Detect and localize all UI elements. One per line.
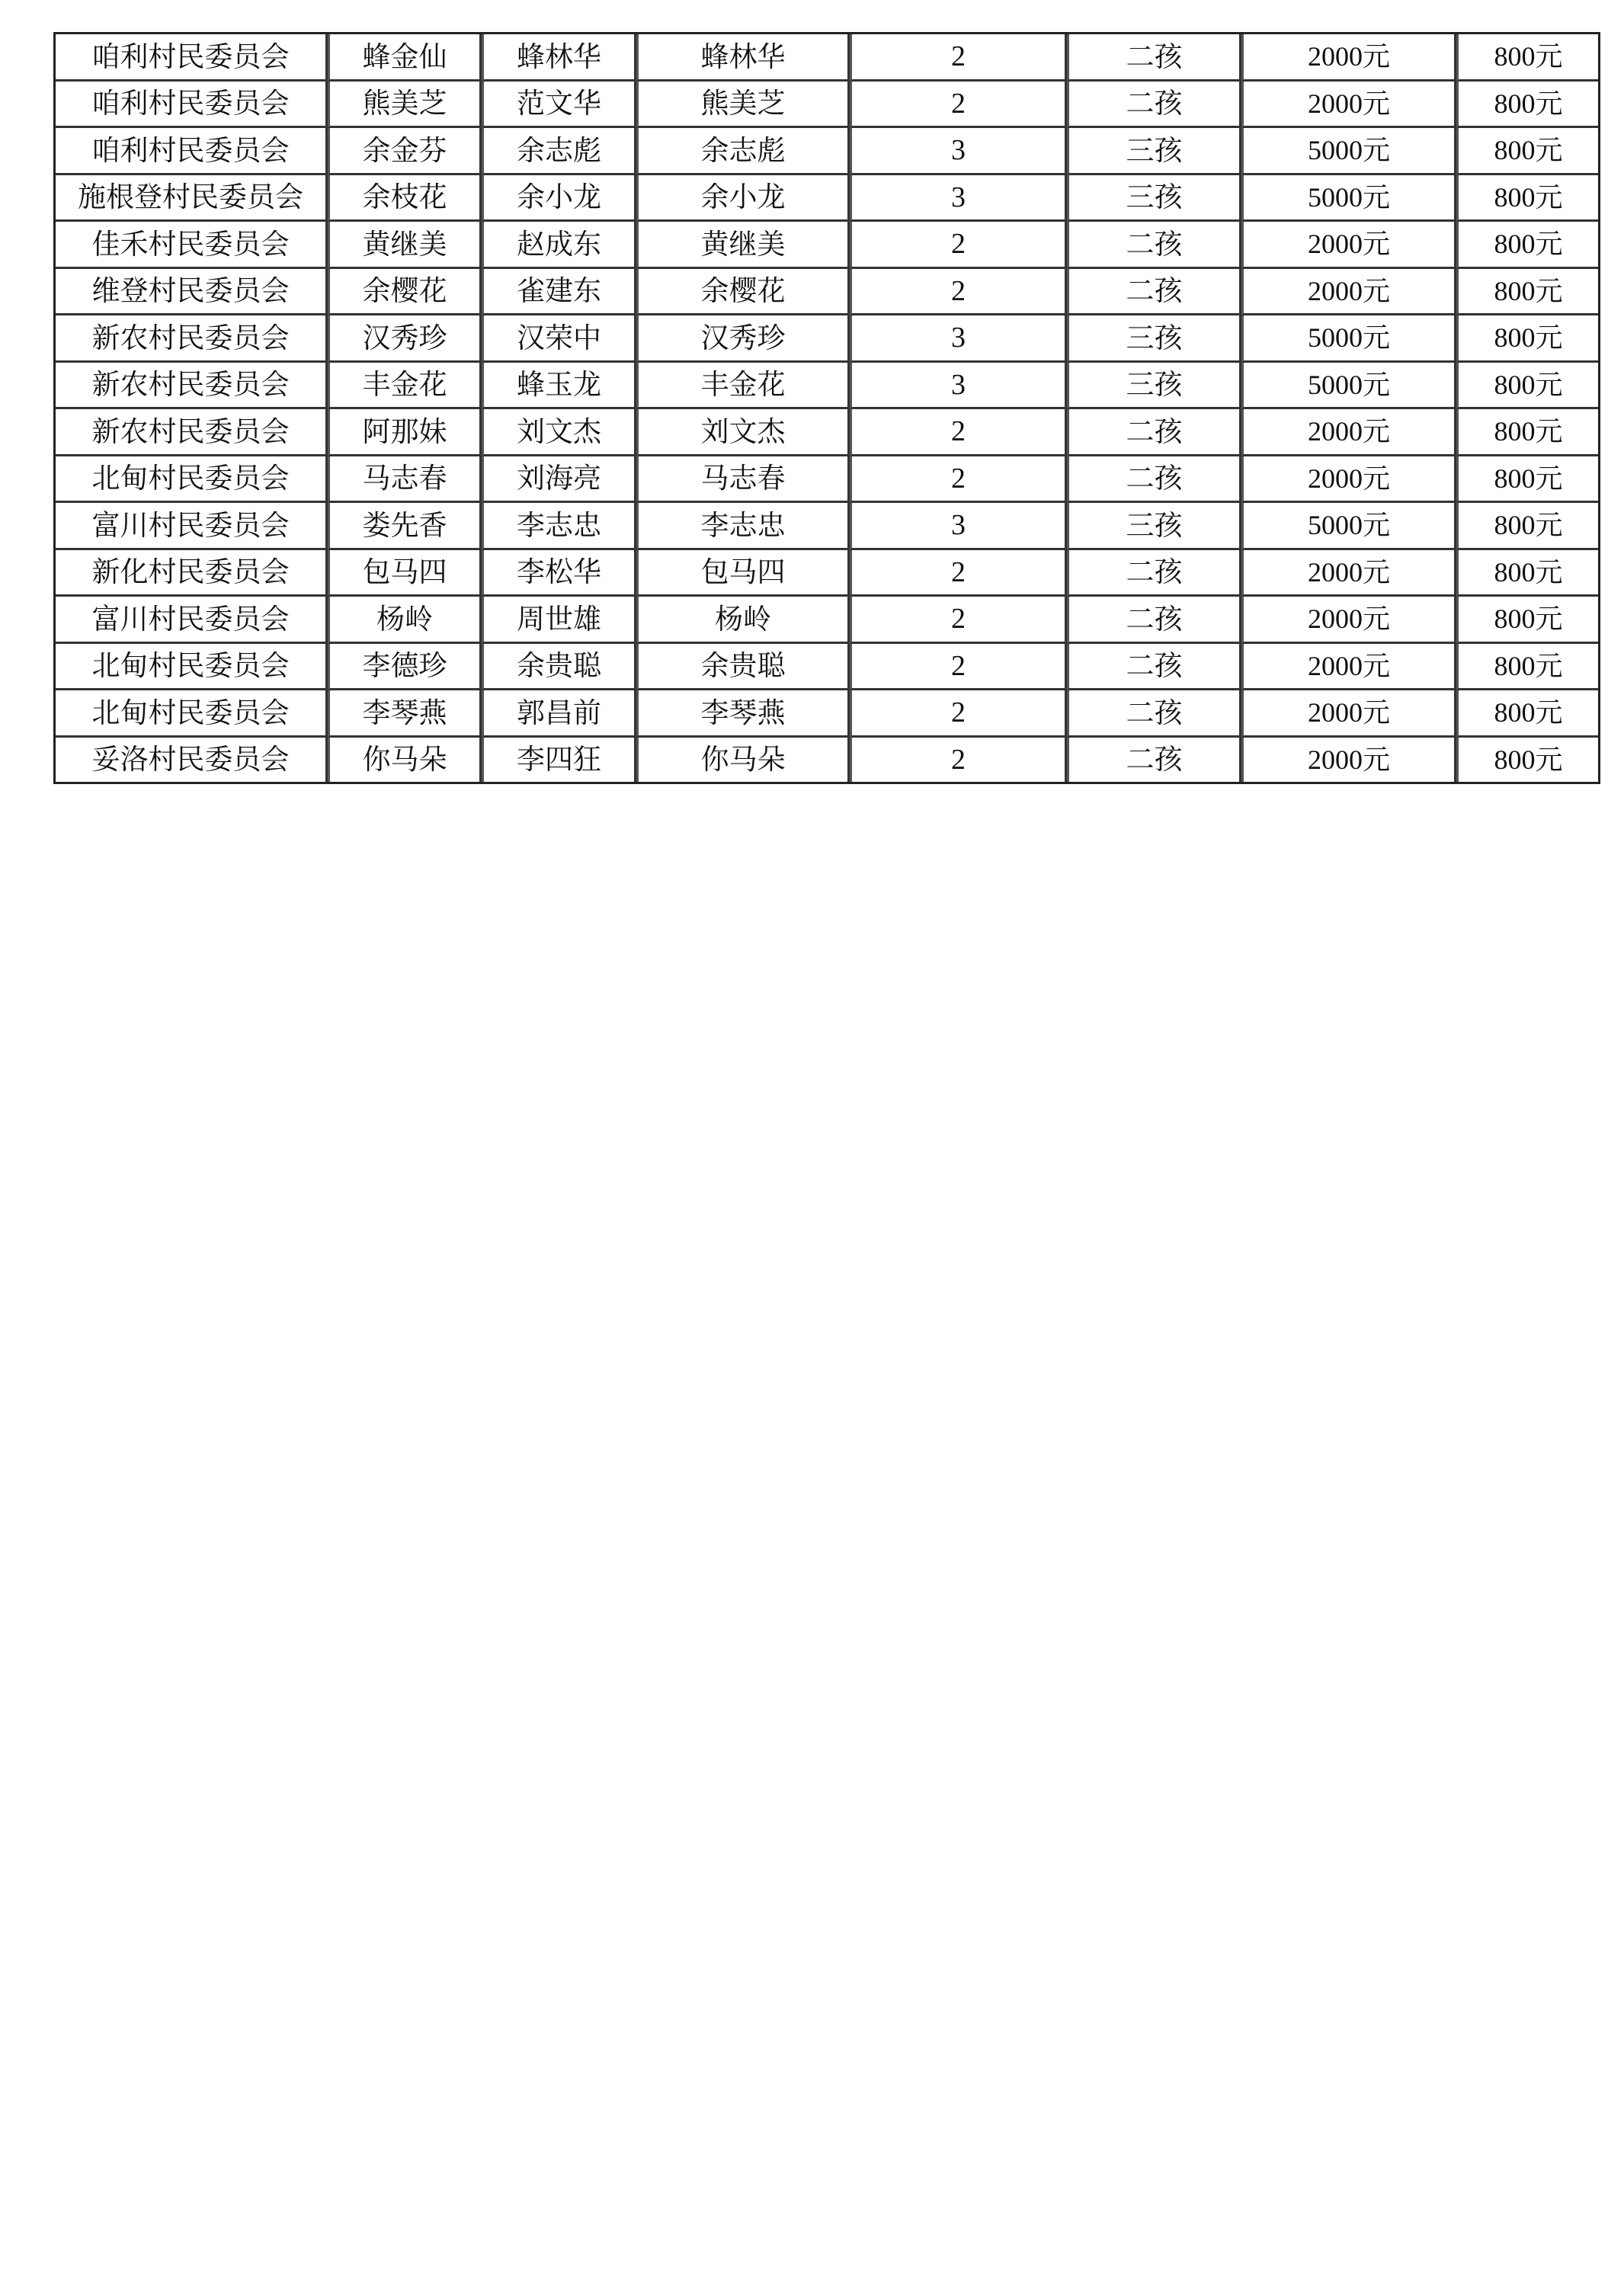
applicant-name-cell: 熊美芝 (636, 82, 850, 129)
village-cell: 新农村民委员会 (56, 363, 328, 410)
child-count-cell: 2 (850, 550, 1067, 597)
applicant-name-cell: 余志彪 (636, 128, 850, 175)
child-count-cell: 2 (850, 456, 1067, 504)
subsidy-amount-cell: 2000元 (1241, 82, 1456, 129)
subsidy-amount-cell: 2000元 (1241, 690, 1456, 738)
child-count-cell: 3 (850, 503, 1067, 550)
applicant-name-cell: 刘文杰 (636, 409, 850, 456)
subsidy-amount-cell: 2000元 (1241, 34, 1456, 82)
father-name-cell: 雀建东 (482, 269, 636, 316)
allowance-amount-cell: 800元 (1456, 456, 1598, 504)
subsidy-amount-cell: 5000元 (1241, 175, 1456, 223)
allowance-amount-cell: 800元 (1456, 175, 1598, 223)
child-order-cell: 三孩 (1067, 175, 1241, 223)
applicant-name-cell: 黄继美 (636, 222, 850, 269)
allowance-amount-cell: 800元 (1456, 690, 1598, 738)
allowance-amount-cell: 800元 (1456, 34, 1598, 82)
child-count-cell: 3 (850, 175, 1067, 223)
mother-name-cell: 你马朵 (328, 738, 482, 783)
child-order-cell: 二孩 (1067, 456, 1241, 504)
table-row (56, 128, 1598, 175)
child-count-cell: 2 (850, 597, 1067, 644)
table-row (56, 503, 1598, 550)
village-cell: 北甸村民委员会 (56, 690, 328, 738)
allowance-amount-cell: 800元 (1456, 363, 1598, 410)
child-order-cell: 二孩 (1067, 409, 1241, 456)
subsidy-amount-cell: 2000元 (1241, 644, 1456, 691)
allowance-amount-cell: 800元 (1456, 503, 1598, 550)
father-name-cell: 蜂林华 (482, 34, 636, 82)
village-cell: 新农村民委员会 (56, 409, 328, 456)
child-order-cell: 三孩 (1067, 128, 1241, 175)
mother-name-cell: 汉秀珍 (328, 315, 482, 363)
allowance-amount-cell: 800元 (1456, 82, 1598, 129)
child-order-cell: 二孩 (1067, 738, 1241, 783)
father-name-cell: 李松华 (482, 550, 636, 597)
child-count-cell: 2 (850, 690, 1067, 738)
table-row (56, 644, 1598, 691)
child-order-cell: 二孩 (1067, 222, 1241, 269)
mother-name-cell: 李琴燕 (328, 690, 482, 738)
applicant-name-cell: 李志忠 (636, 503, 850, 550)
mother-name-cell: 余金芬 (328, 128, 482, 175)
subsidy-amount-cell: 2000元 (1241, 597, 1456, 644)
mother-name-cell: 蜂金仙 (328, 34, 482, 82)
subsidy-amount-cell: 5000元 (1241, 503, 1456, 550)
table-row (56, 550, 1598, 597)
table-row (56, 269, 1598, 316)
allowance-amount-cell: 800元 (1456, 409, 1598, 456)
village-cell: 北甸村民委员会 (56, 456, 328, 504)
subsidy-amount-cell: 5000元 (1241, 315, 1456, 363)
table-row (56, 456, 1598, 504)
allowance-amount-cell: 800元 (1456, 315, 1598, 363)
child-count-cell: 2 (850, 738, 1067, 783)
table-row (56, 315, 1598, 363)
subsidy-amount-cell: 2000元 (1241, 456, 1456, 504)
data-table-frame (53, 32, 1600, 784)
child-order-cell: 三孩 (1067, 363, 1241, 410)
village-cell: 维登村民委员会 (56, 269, 328, 316)
village-cell: 咱利村民委员会 (56, 82, 328, 129)
mother-name-cell: 包马四 (328, 550, 482, 597)
table-row (56, 175, 1598, 223)
father-name-cell: 李志忠 (482, 503, 636, 550)
child-order-cell: 二孩 (1067, 550, 1241, 597)
subsidy-amount-cell: 2000元 (1241, 269, 1456, 316)
child-order-cell: 二孩 (1067, 644, 1241, 691)
subsidy-amount-cell: 2000元 (1241, 550, 1456, 597)
allowance-amount-cell: 800元 (1456, 222, 1598, 269)
child-count-cell: 2 (850, 34, 1067, 82)
table-row (56, 690, 1598, 738)
child-count-cell: 3 (850, 128, 1067, 175)
table-row (56, 222, 1598, 269)
mother-name-cell: 余枝花 (328, 175, 482, 223)
allowance-amount-cell: 800元 (1456, 128, 1598, 175)
village-cell: 咱利村民委员会 (56, 128, 328, 175)
applicant-name-cell: 余樱花 (636, 269, 850, 316)
village-cell: 富川村民委员会 (56, 597, 328, 644)
child-order-cell: 二孩 (1067, 597, 1241, 644)
child-order-cell: 二孩 (1067, 82, 1241, 129)
father-name-cell: 李四狂 (482, 738, 636, 783)
father-name-cell: 赵成东 (482, 222, 636, 269)
child-order-cell: 三孩 (1067, 503, 1241, 550)
mother-name-cell: 李德珍 (328, 644, 482, 691)
table-row (56, 82, 1598, 129)
subsidy-amount-cell: 2000元 (1241, 409, 1456, 456)
subsidy-amount-cell: 2000元 (1241, 222, 1456, 269)
table-row (56, 597, 1598, 644)
child-order-cell: 三孩 (1067, 315, 1241, 363)
allowance-amount-cell: 800元 (1456, 597, 1598, 644)
table-row (56, 738, 1598, 783)
mother-name-cell: 黄继美 (328, 222, 482, 269)
table-row (56, 363, 1598, 410)
applicant-name-cell: 马志春 (636, 456, 850, 504)
father-name-cell: 余志彪 (482, 128, 636, 175)
subsidy-amount-cell: 5000元 (1241, 128, 1456, 175)
child-order-cell: 二孩 (1067, 690, 1241, 738)
child-count-cell: 2 (850, 644, 1067, 691)
data-table (56, 34, 1598, 782)
mother-name-cell: 丰金花 (328, 363, 482, 410)
applicant-name-cell: 包马四 (636, 550, 850, 597)
applicant-name-cell: 李琴燕 (636, 690, 850, 738)
father-name-cell: 周世雄 (482, 597, 636, 644)
table-row (56, 409, 1598, 456)
father-name-cell: 余小龙 (482, 175, 636, 223)
mother-name-cell: 阿那妹 (328, 409, 482, 456)
child-count-cell: 2 (850, 269, 1067, 316)
father-name-cell: 刘文杰 (482, 409, 636, 456)
father-name-cell: 郭昌前 (482, 690, 636, 738)
applicant-name-cell: 你马朵 (636, 738, 850, 783)
applicant-name-cell: 余小龙 (636, 175, 850, 223)
child-count-cell: 2 (850, 222, 1067, 269)
child-count-cell: 2 (850, 82, 1067, 129)
allowance-amount-cell: 800元 (1456, 738, 1598, 783)
mother-name-cell: 杨岭 (328, 597, 482, 644)
father-name-cell: 蜂玉龙 (482, 363, 636, 410)
mother-name-cell: 娄先香 (328, 503, 482, 550)
village-cell: 新化村民委员会 (56, 550, 328, 597)
village-cell: 妥洛村民委员会 (56, 738, 328, 783)
village-cell: 北甸村民委员会 (56, 644, 328, 691)
mother-name-cell: 马志春 (328, 456, 482, 504)
father-name-cell: 范文华 (482, 82, 636, 129)
father-name-cell: 刘海亮 (482, 456, 636, 504)
applicant-name-cell: 余贵聪 (636, 644, 850, 691)
father-name-cell: 余贵聪 (482, 644, 636, 691)
village-cell: 富川村民委员会 (56, 503, 328, 550)
child-order-cell: 二孩 (1067, 34, 1241, 82)
applicant-name-cell: 杨岭 (636, 597, 850, 644)
mother-name-cell: 余樱花 (328, 269, 482, 316)
village-cell: 佳禾村民委员会 (56, 222, 328, 269)
child-count-cell: 3 (850, 363, 1067, 410)
allowance-amount-cell: 800元 (1456, 644, 1598, 691)
allowance-amount-cell: 800元 (1456, 269, 1598, 316)
child-count-cell: 2 (850, 409, 1067, 456)
applicant-name-cell: 丰金花 (636, 363, 850, 410)
father-name-cell: 汉荣中 (482, 315, 636, 363)
mother-name-cell: 熊美芝 (328, 82, 482, 129)
applicant-name-cell: 蜂林华 (636, 34, 850, 82)
village-cell: 咱利村民委员会 (56, 34, 328, 82)
allowance-amount-cell: 800元 (1456, 550, 1598, 597)
applicant-name-cell: 汉秀珍 (636, 315, 850, 363)
child-count-cell: 3 (850, 315, 1067, 363)
village-cell: 施根登村民委员会 (56, 175, 328, 223)
subsidy-amount-cell: 5000元 (1241, 363, 1456, 410)
village-cell: 新农村民委员会 (56, 315, 328, 363)
table-row (56, 34, 1598, 82)
child-order-cell: 二孩 (1067, 269, 1241, 316)
subsidy-amount-cell: 2000元 (1241, 738, 1456, 783)
